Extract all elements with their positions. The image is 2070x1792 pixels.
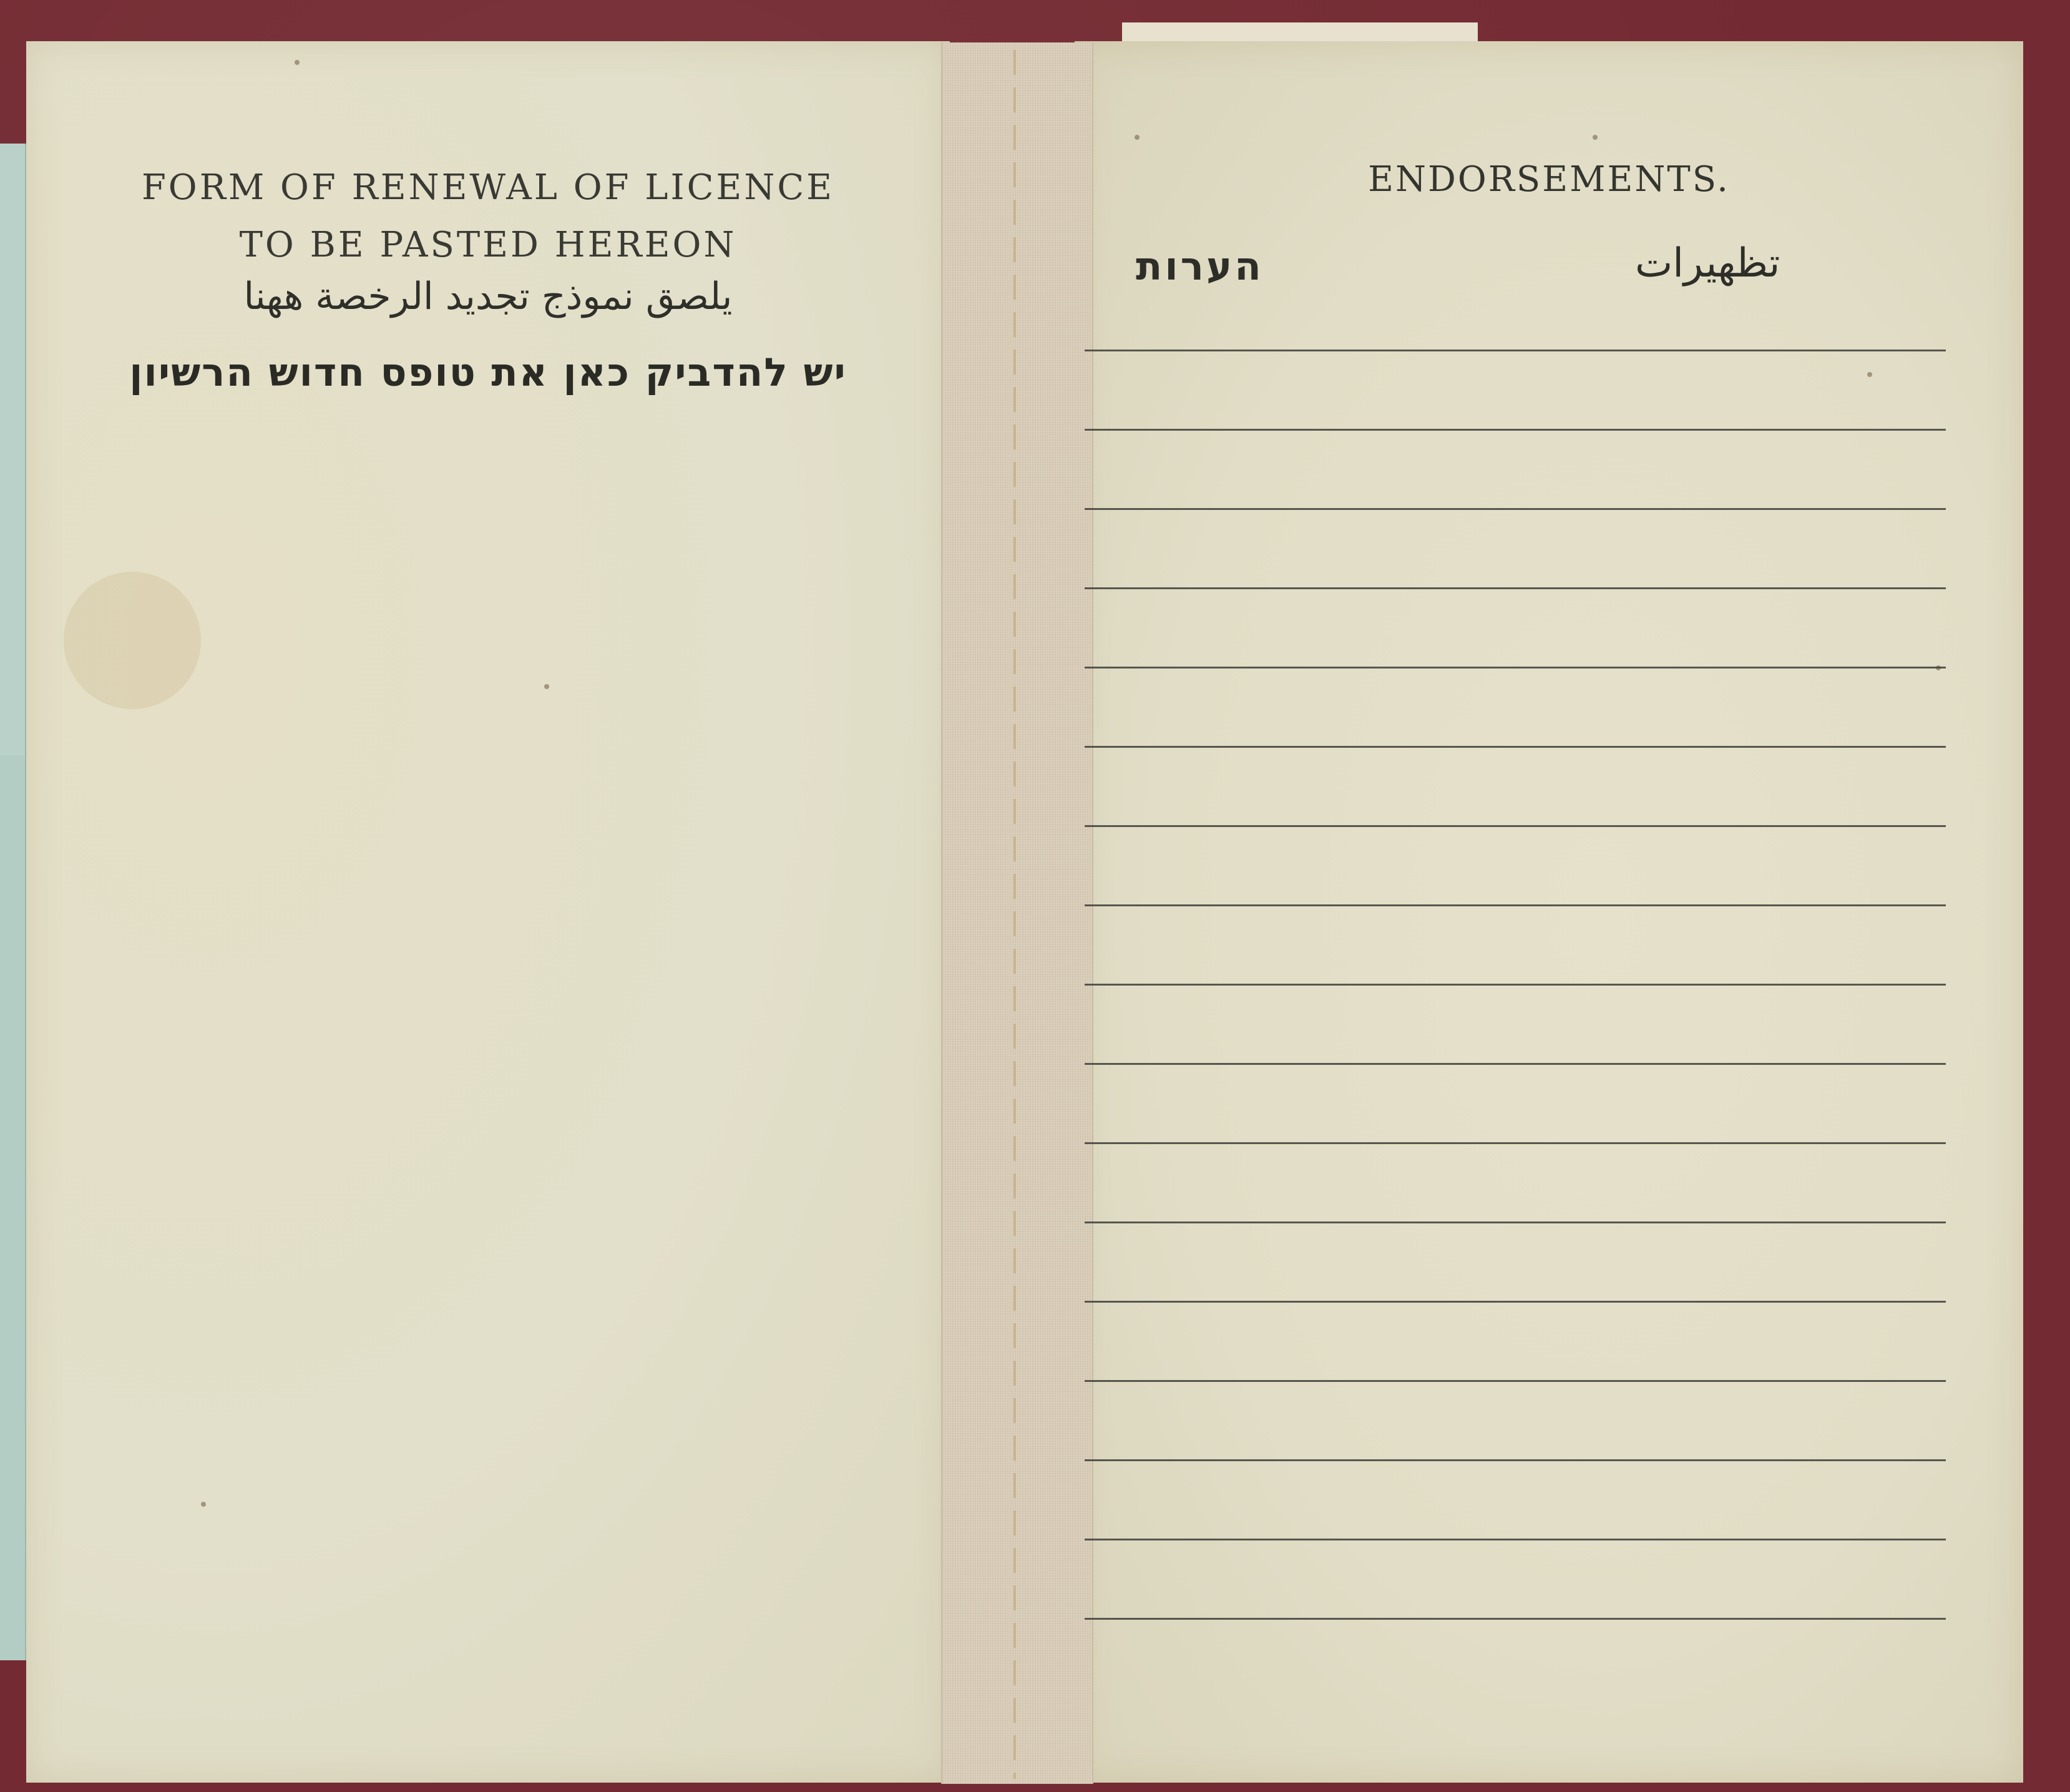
ruled-line bbox=[1085, 1539, 1946, 1540]
ruled-line bbox=[1085, 1222, 1946, 1223]
ruled-line bbox=[1085, 746, 1946, 748]
endorsements-title: ENDORSEMENTS. bbox=[1368, 159, 1730, 200]
ruled-line bbox=[1085, 984, 1946, 986]
renewal-arabic-text: يلصق نموذج تجديد الرخصة ههنا bbox=[243, 275, 733, 318]
ruled-line bbox=[1085, 1063, 1946, 1065]
ruled-line bbox=[1085, 587, 1946, 589]
ruled-line bbox=[1085, 1142, 1946, 1144]
ruled-line bbox=[1085, 508, 1946, 510]
binding-spine bbox=[941, 42, 1093, 1784]
page-edge-lower bbox=[0, 755, 26, 1660]
ruled-line bbox=[1085, 667, 1946, 668]
ruled-line bbox=[1085, 350, 1946, 351]
renewal-heading-line-2: TO BE PASTED HEREON bbox=[239, 225, 737, 265]
paper-stain bbox=[64, 572, 201, 709]
ruled-line bbox=[1085, 904, 1946, 906]
ruled-line bbox=[1085, 429, 1946, 431]
ruled-line bbox=[1085, 1459, 1946, 1461]
ruled-line bbox=[1085, 1301, 1946, 1303]
endorsements-arabic-label: تظهيرات bbox=[1635, 240, 1780, 286]
binding-stitch bbox=[1012, 50, 1017, 1779]
paper-speck bbox=[1135, 135, 1140, 140]
ruled-line bbox=[1085, 825, 1946, 827]
renewal-hebrew-text: יש להדביק כאן את טופס חדוש הרשיון bbox=[129, 350, 847, 395]
renewal-heading bbox=[26, 159, 950, 274]
paper-speck bbox=[201, 1502, 206, 1507]
endorsement-ruled-lines bbox=[1085, 350, 1946, 1697]
renewal-heading-line-1: FORM OF RENEWAL OF LICENCE bbox=[141, 167, 835, 208]
paper-speck bbox=[544, 684, 549, 689]
ruled-line bbox=[1085, 1380, 1946, 1382]
ruled-line bbox=[1085, 1618, 1946, 1620]
endorsements-hebrew-label: הערות bbox=[1136, 243, 1264, 289]
paper-speck bbox=[1593, 135, 1598, 140]
paper-speck bbox=[295, 60, 300, 65]
